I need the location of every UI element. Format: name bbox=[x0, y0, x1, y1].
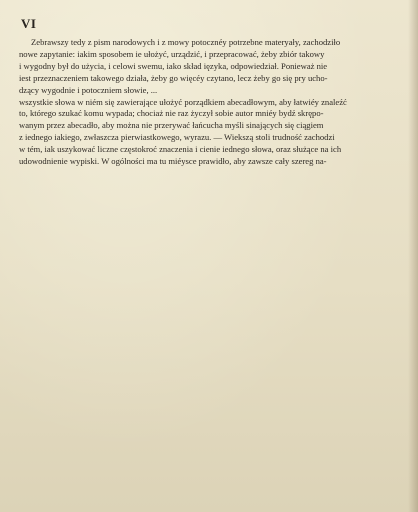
text-line: iest przeznaczeniem takowego działa, żeby go więcéy czytano, lecz żeby go się pry ucho- bbox=[19, 72, 328, 83]
text-line: wszystkie słowa w niém się zawierające ułożyć porządkiem abecadłowym, aby łatwiéy znaleźć bbox=[19, 96, 347, 107]
page-text bbox=[19, 37, 403, 168]
text-line: udowodnienie wypiski. W ogólności ma tu miéysce prawidło, aby zawsze cały szereg na- bbox=[19, 156, 327, 167]
text-line: dzący wygodnie i potoczniem słowie, ... bbox=[19, 84, 158, 95]
text-line: z iednego iakiego, zwłaszcza pierwiastkowego, wyrazu. — Wiekszą stoli trudność zachodzi bbox=[19, 132, 335, 143]
page-edge-shadow bbox=[408, 0, 418, 512]
text-line: nowe zapytanie: iakim sposobem ie ułożyć, urządzić, i przepracować, żeby zbiór takowy bbox=[19, 48, 325, 59]
page-heading: VI bbox=[21, 16, 37, 31]
text-line: Zebrawszy tedy z pism narodowych i z mowy potocznéy potrzebne materyały, zachodziło bbox=[31, 37, 341, 47]
text-line: i wygodny był do użycia, i celowi swemu, iako skład ięzyka, odpowiedział. Ponieważ nie bbox=[19, 60, 328, 71]
text-line: w tém, iak uszykować liczne częstokroć znaczenia i cienie iednego słowa, oraz służące na ich bbox=[19, 144, 342, 155]
text-line: to, którego szukać komu wypada; chociaż nie raz życzył sobie autor mniéy bydź skrępo- bbox=[19, 108, 324, 119]
text-line: wanym przez abecadło, aby można nie przerywać łańcucha myśli sinających się ciągiem bbox=[19, 120, 324, 131]
